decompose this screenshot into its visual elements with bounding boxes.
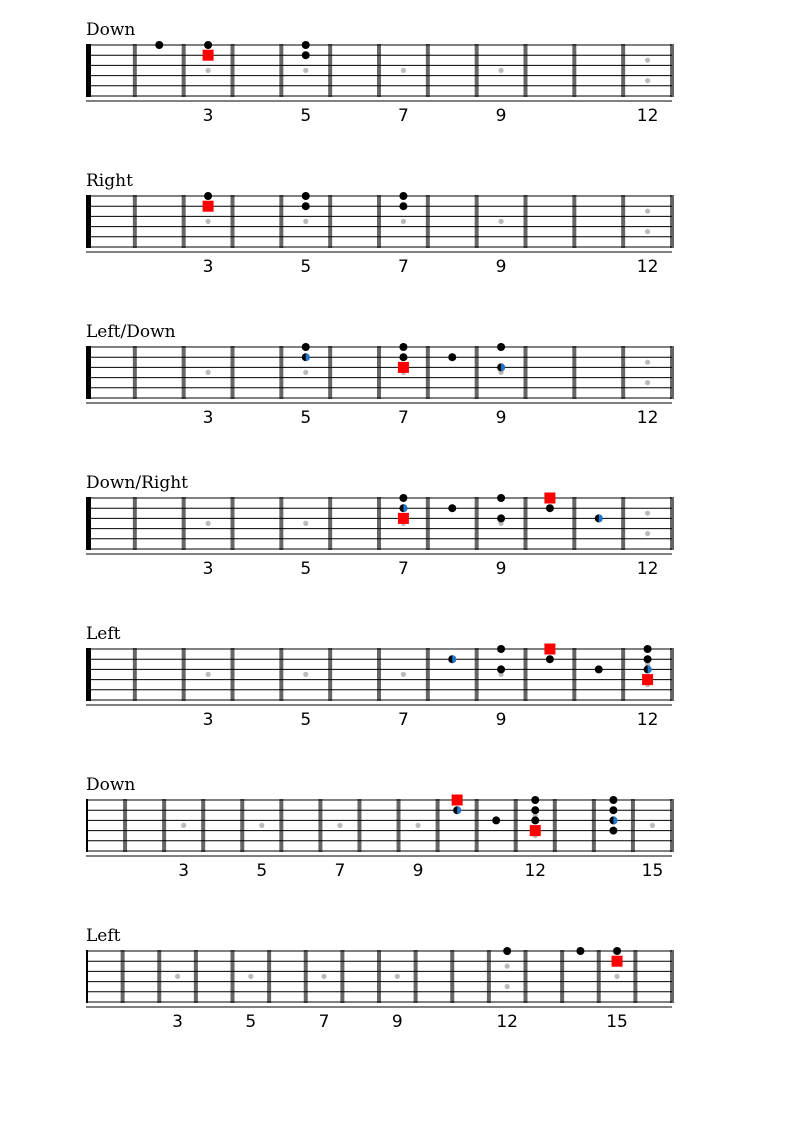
fret-number: 7 xyxy=(398,408,409,428)
fret-number: 7 xyxy=(318,1012,330,1032)
root-note-marker xyxy=(452,795,463,806)
fret-wire xyxy=(279,44,283,97)
note-marker xyxy=(448,504,456,512)
fret-wire xyxy=(377,346,381,399)
fret-number: 7 xyxy=(398,257,409,277)
fret-wire xyxy=(670,648,674,701)
fret-wire xyxy=(670,346,674,399)
root-note-marker xyxy=(642,674,653,685)
nut xyxy=(86,648,91,701)
inlay-dot xyxy=(401,68,406,73)
fret-number: 5 xyxy=(300,710,312,730)
inlay-dot xyxy=(645,380,650,385)
inlay-dot xyxy=(205,521,210,526)
fret-number: 12 xyxy=(524,861,547,881)
fret-wire xyxy=(231,950,235,1003)
fret-wire xyxy=(670,799,674,852)
fret-wire xyxy=(450,950,454,1003)
inlay-dot xyxy=(505,964,510,969)
diagram-title: Left xyxy=(86,926,121,946)
note-marker xyxy=(613,947,621,955)
fret-wire xyxy=(231,44,235,97)
fret-wire xyxy=(133,44,137,97)
accent-note-marker xyxy=(595,514,603,522)
inlay-dot xyxy=(303,219,308,224)
note-marker xyxy=(399,192,407,200)
accent-note-marker xyxy=(644,665,652,673)
inlay-dot xyxy=(401,219,406,224)
fret-wire xyxy=(475,497,479,550)
note-marker xyxy=(399,494,407,502)
inlay-dot xyxy=(205,68,210,73)
fret-wire xyxy=(240,799,244,852)
fret-wire xyxy=(524,497,528,550)
fret-wire xyxy=(279,497,283,550)
note-marker xyxy=(302,343,310,351)
note-marker xyxy=(497,494,505,502)
root-note-marker xyxy=(544,644,555,655)
fret-number: 12 xyxy=(636,257,659,277)
inlay-dot xyxy=(645,58,650,63)
fret-number: 3 xyxy=(202,106,214,126)
fret-number: 5 xyxy=(300,106,312,126)
fret-wire xyxy=(514,799,518,852)
fret-wire xyxy=(426,497,430,550)
fret-wire xyxy=(572,195,576,248)
fretboard-diagram xyxy=(86,473,674,579)
note-marker xyxy=(155,41,163,49)
inlay-dot xyxy=(415,823,420,828)
note-marker xyxy=(609,796,617,804)
inlay-dot xyxy=(650,823,655,828)
nut xyxy=(86,497,91,550)
diagram-title: Down xyxy=(86,775,136,795)
fret-wire xyxy=(231,648,235,701)
inlay-dot xyxy=(303,521,308,526)
fretboard-diagram xyxy=(86,624,674,730)
fret-wire xyxy=(182,195,186,248)
note-marker xyxy=(609,827,617,835)
fret-number: 5 xyxy=(256,861,268,881)
fret-number: 7 xyxy=(398,106,409,126)
fret-wire xyxy=(121,950,125,1003)
accent-note-marker xyxy=(399,504,407,512)
fret-number: 15 xyxy=(641,861,664,881)
accent-note-marker xyxy=(609,816,617,824)
fret-number: 9 xyxy=(495,106,507,126)
diagram-title: Left xyxy=(86,624,121,644)
fret-wire xyxy=(621,195,625,248)
fret-number: 15 xyxy=(606,1012,628,1032)
fret-wire xyxy=(524,195,528,248)
fret-wire xyxy=(631,799,635,852)
root-note-marker xyxy=(544,493,555,504)
fret-number: 5 xyxy=(300,559,312,579)
fret-wire xyxy=(426,195,430,248)
root-note-marker xyxy=(612,956,623,967)
note-marker xyxy=(503,947,511,955)
fret-wire xyxy=(133,648,137,701)
fret-number: 12 xyxy=(636,710,659,730)
fret-wire xyxy=(279,799,283,852)
fret-wire xyxy=(475,648,479,701)
fretboard-diagram xyxy=(86,20,674,126)
fret-number: 9 xyxy=(495,559,507,579)
note-marker xyxy=(576,947,584,955)
inlay-dot xyxy=(205,370,210,375)
inlay-dot xyxy=(614,974,619,979)
fret-number: 3 xyxy=(202,257,214,277)
fret-wire xyxy=(279,648,283,701)
fret-wire xyxy=(328,648,332,701)
inlay-dot xyxy=(645,511,650,516)
inlay-dot xyxy=(303,370,308,375)
fret-number: 12 xyxy=(636,559,659,579)
fret-wire xyxy=(157,950,161,1003)
fret-wire xyxy=(475,799,479,852)
accent-note-marker xyxy=(497,363,505,371)
inlay-dot xyxy=(205,219,210,224)
fret-wire xyxy=(162,799,166,852)
fretboard-diagram xyxy=(86,322,674,428)
fretboard-diagram xyxy=(86,171,674,277)
fret-wire xyxy=(426,648,430,701)
inlay-dot xyxy=(498,68,503,73)
fret-number: 9 xyxy=(412,861,424,881)
note-marker xyxy=(531,816,539,824)
fret-wire xyxy=(318,799,322,852)
fret-wire xyxy=(340,950,344,1003)
note-marker xyxy=(595,665,603,673)
fret-wire xyxy=(524,648,528,701)
note-marker xyxy=(497,645,505,653)
fret-number: 7 xyxy=(334,861,346,881)
fret-wire xyxy=(377,44,381,97)
fret-wire xyxy=(304,950,308,1003)
inlay-dot xyxy=(645,209,650,214)
fret-wire xyxy=(621,497,625,550)
fret-wire xyxy=(182,346,186,399)
fret-wire xyxy=(377,195,381,248)
fret-wire xyxy=(328,44,332,97)
fret-wire xyxy=(279,195,283,248)
fret-number: 3 xyxy=(202,408,214,428)
inlay-dot xyxy=(645,229,650,234)
fret-wire xyxy=(475,44,479,97)
nut xyxy=(86,346,91,399)
note-marker xyxy=(302,41,310,49)
note-marker xyxy=(644,645,652,653)
fret-wire xyxy=(328,195,332,248)
fret-wire xyxy=(475,195,479,248)
fret-number: 7 xyxy=(398,559,409,579)
inlay-dot xyxy=(645,531,650,536)
fret-wire xyxy=(133,346,137,399)
fret-wire xyxy=(670,44,674,97)
note-marker xyxy=(399,353,407,361)
note-marker xyxy=(497,343,505,351)
fret-wire xyxy=(377,950,381,1003)
fret-number: 12 xyxy=(636,106,659,126)
fret-number: 9 xyxy=(495,710,507,730)
nut xyxy=(86,195,91,248)
inlay-dot xyxy=(645,360,650,365)
fret-wire xyxy=(397,799,401,852)
fret-wire xyxy=(436,799,440,852)
fret-number: 3 xyxy=(202,559,214,579)
note-marker xyxy=(546,655,554,663)
fret-wire xyxy=(377,648,381,701)
fret-wire xyxy=(414,950,418,1003)
inlay-dot xyxy=(303,672,308,677)
fret-number: 5 xyxy=(300,257,312,277)
fret-number: 5 xyxy=(300,408,312,428)
fret-wire xyxy=(524,950,528,1003)
fret-wire xyxy=(231,346,235,399)
root-note-marker xyxy=(398,362,409,373)
fret-number: 3 xyxy=(202,710,214,730)
fret-wire xyxy=(123,799,127,852)
note-marker xyxy=(399,343,407,351)
note-marker xyxy=(497,665,505,673)
diagram-title: Left/Down xyxy=(86,322,176,342)
root-note-marker xyxy=(398,513,409,524)
fret-wire xyxy=(524,346,528,399)
fret-wire xyxy=(670,497,674,550)
fret-number: 9 xyxy=(495,257,507,277)
root-note-marker xyxy=(203,50,214,61)
inlay-dot xyxy=(259,823,264,828)
fretboard-diagram xyxy=(86,926,674,1032)
fret-wire xyxy=(670,195,674,248)
fret-wire xyxy=(633,950,637,1003)
inlay-dot xyxy=(645,78,650,83)
note-marker xyxy=(492,816,500,824)
fret-wire xyxy=(182,648,186,701)
root-note-marker xyxy=(530,825,541,836)
inlay-dot xyxy=(337,823,342,828)
fret-wire xyxy=(201,799,205,852)
fret-number: 12 xyxy=(636,408,659,428)
inlay-dot xyxy=(498,219,503,224)
fret-number: 7 xyxy=(398,710,409,730)
fret-number: 3 xyxy=(178,861,190,881)
diagram-title: Down/Right xyxy=(86,473,188,493)
note-marker xyxy=(204,192,212,200)
note-marker xyxy=(644,655,652,663)
fret-wire xyxy=(572,44,576,97)
inlay-dot xyxy=(303,68,308,73)
fret-wire xyxy=(377,497,381,550)
fret-wire xyxy=(560,950,564,1003)
fret-wire xyxy=(597,950,601,1003)
fret-wire xyxy=(231,195,235,248)
note-marker xyxy=(546,504,554,512)
inlay-dot xyxy=(401,672,406,677)
fret-wire xyxy=(670,950,674,1003)
note-marker xyxy=(531,806,539,814)
fret-wire xyxy=(592,799,596,852)
fret-wire xyxy=(426,44,430,97)
inlay-dot xyxy=(395,974,400,979)
note-marker xyxy=(302,202,310,210)
accent-note-marker xyxy=(302,353,310,361)
fretboard-diagram xyxy=(86,775,674,881)
fret-wire xyxy=(475,346,479,399)
note-marker xyxy=(531,796,539,804)
fret-wire xyxy=(621,346,625,399)
fret-wire xyxy=(572,497,576,550)
fret-wire xyxy=(182,44,186,97)
fret-wire xyxy=(328,497,332,550)
fret-wire xyxy=(194,950,198,1003)
note-marker xyxy=(204,41,212,49)
diagram-title: Down xyxy=(86,20,136,40)
inlay-dot xyxy=(505,984,510,989)
inlay-dot xyxy=(248,974,253,979)
fret-number: 12 xyxy=(496,1012,519,1032)
fret-wire xyxy=(621,648,625,701)
fret-wire xyxy=(553,799,557,852)
fret-wire xyxy=(621,44,625,97)
accent-note-marker xyxy=(453,806,461,814)
fret-wire xyxy=(426,346,430,399)
note-marker xyxy=(399,202,407,210)
diagram-title: Right xyxy=(86,171,133,191)
fret-number: 3 xyxy=(172,1012,183,1032)
fret-number: 9 xyxy=(495,408,507,428)
inlay-dot xyxy=(181,823,186,828)
fret-wire xyxy=(182,497,186,550)
fret-wire xyxy=(487,950,491,1003)
note-marker xyxy=(302,192,310,200)
note-marker xyxy=(448,353,456,361)
fret-wire xyxy=(267,950,271,1003)
inlay-dot xyxy=(205,672,210,677)
fret-wire xyxy=(279,346,283,399)
fret-wire xyxy=(572,648,576,701)
inlay-dot xyxy=(175,974,180,979)
fret-wire xyxy=(133,497,137,550)
note-marker xyxy=(497,514,505,522)
note-marker xyxy=(302,51,310,59)
root-note-marker xyxy=(203,201,214,212)
fret-wire xyxy=(133,195,137,248)
fret-wire xyxy=(357,799,361,852)
fret-wire xyxy=(572,346,576,399)
note-marker xyxy=(609,806,617,814)
fret-wire xyxy=(231,497,235,550)
fret-wire xyxy=(328,346,332,399)
fret-number: 5 xyxy=(245,1012,257,1032)
inlay-dot xyxy=(321,974,326,979)
nut xyxy=(86,44,91,97)
fret-wire xyxy=(524,44,528,97)
accent-note-marker xyxy=(448,655,456,663)
fret-number: 9 xyxy=(391,1012,403,1032)
